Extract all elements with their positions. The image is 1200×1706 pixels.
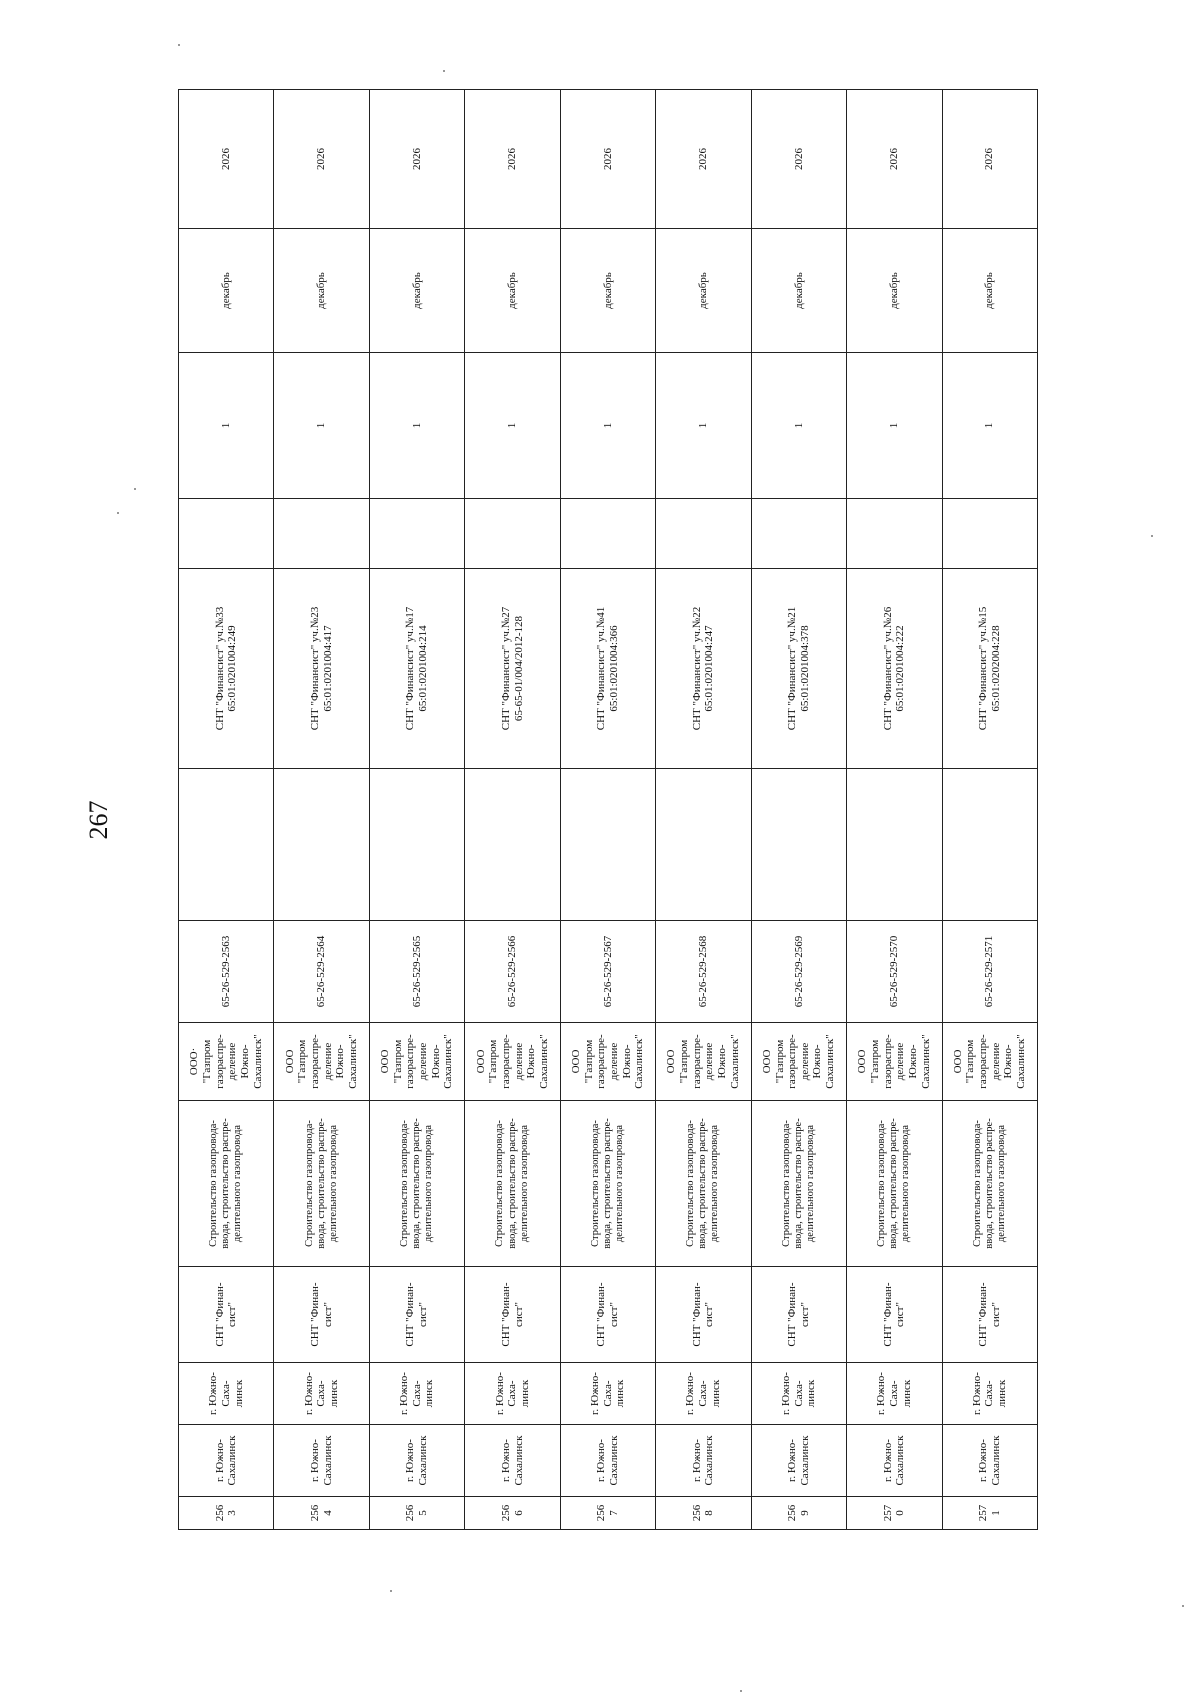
cell-municipality: г. Южно- Сахалинск — [465, 1425, 560, 1497]
cell-empty-1 — [656, 769, 751, 921]
cell-municipality: г. Южно- Сахалинск — [656, 1425, 751, 1497]
cell-address: СНТ "Финансист" уч.№33 65:01:0201004:249 — [179, 569, 274, 769]
cell-organization: ООО "Газпром газораспре- деление Южно- Сахалинск" — [560, 1023, 655, 1101]
cell-work: Строительство газопровода-ввода, строительство распре-делительного газопровода — [179, 1101, 274, 1267]
cell-quantity: 1 — [656, 353, 751, 499]
cell-empty-2 — [751, 499, 846, 569]
page-number: 267 — [84, 800, 113, 840]
cell-no: 256 3 — [179, 1497, 274, 1530]
cell-month: декабрь — [751, 229, 846, 353]
table-row — [847, 90, 942, 1530]
cell-month: декабрь — [179, 229, 274, 353]
cell-year: 2026 — [942, 90, 1038, 229]
cell-municipality: г. Южно- Сахалинск — [179, 1425, 274, 1497]
table-container — [178, 90, 1038, 1530]
cell-address: СНТ "Финансист" уч.№15 65:01:0202004:228 — [942, 569, 1038, 769]
cell-no: 256 5 — [369, 1497, 464, 1530]
cell-work: Строительство газопровода-ввода, строительство распре-делительного газопровода — [560, 1101, 655, 1267]
cell-contract-no: 65-26-529-2563 — [179, 921, 274, 1023]
cell-address: СНТ "Финансист" уч.№22 65:01:0201004:247 — [656, 569, 751, 769]
cell-municipality: г. Южно- Сахалинск — [751, 1425, 846, 1497]
cell-contract-no: 65-26-529-2570 — [847, 921, 942, 1023]
cell-empty-1 — [369, 769, 464, 921]
cell-organization: ООО "Газпром газораспре- деление Южно- Сахалинск" — [465, 1023, 560, 1101]
table-body — [179, 90, 1038, 1530]
cell-applicant: СНТ "Финан- сист" — [179, 1267, 274, 1363]
cell-quantity: 1 — [369, 353, 464, 499]
cell-address: СНТ "Финансист" уч.№26 65:01:0201004:222 — [847, 569, 942, 769]
cell-quantity: 1 — [179, 353, 274, 499]
cell-quantity: 1 — [560, 353, 655, 499]
cell-contract-no: 65-26-529-2565 — [369, 921, 464, 1023]
table-row — [179, 90, 274, 1530]
table-row — [465, 90, 560, 1530]
scan-speck — [178, 44, 180, 46]
cell-quantity: 1 — [847, 353, 942, 499]
cell-locality: г. Южно- Саха- линск — [274, 1363, 369, 1425]
cell-empty-1 — [847, 769, 942, 921]
scan-speck — [1151, 535, 1153, 537]
cell-empty-1 — [465, 769, 560, 921]
scan-speck — [390, 1590, 392, 1592]
cell-applicant: СНТ "Финан- сист" — [942, 1267, 1038, 1363]
gas-connection-table — [178, 89, 1038, 1530]
cell-work: Строительство газопровода-ввода, строительство распре-делительного газопровода — [274, 1101, 369, 1267]
cell-address: СНТ "Финансист" уч.№17 65:01:0201004:214 — [369, 569, 464, 769]
cell-empty-2 — [560, 499, 655, 569]
cell-address: СНТ "Финансист" уч.№27 65-65-01/004/2012-128 — [465, 569, 560, 769]
cell-empty-2 — [465, 499, 560, 569]
cell-applicant: СНТ "Финан- сист" — [847, 1267, 942, 1363]
cell-address: СНТ "Финансист" уч.№41 65:01:0201004:366 — [560, 569, 655, 769]
scan-speck — [117, 512, 119, 514]
cell-year: 2026 — [751, 90, 846, 229]
cell-empty-1 — [942, 769, 1038, 921]
cell-month: декабрь — [942, 229, 1038, 353]
cell-quantity: 1 — [274, 353, 369, 499]
cell-year: 2026 — [656, 90, 751, 229]
cell-address: СНТ "Финансист" уч.№23 65:01:0201004:417 — [274, 569, 369, 769]
cell-contract-no: 65-26-529-2568 — [656, 921, 751, 1023]
cell-address: СНТ "Финансист" уч.№21 65:01:0201004:378 — [751, 569, 846, 769]
cell-applicant: СНТ "Финан- сист" — [751, 1267, 846, 1363]
cell-organization: ООО "Газпром газораспре- деление Южно- Сахалинск" — [942, 1023, 1038, 1101]
cell-applicant: СНТ "Финан- сист" — [656, 1267, 751, 1363]
cell-work: Строительство газопровода-ввода, строительство распре-делительного газопровода — [751, 1101, 846, 1267]
cell-municipality: г. Южно- Сахалинск — [560, 1425, 655, 1497]
cell-year: 2026 — [847, 90, 942, 229]
cell-organization: ООО· "Газпром газораспре- деление Южно- Сахалинск" — [179, 1023, 274, 1101]
scan-speck — [443, 70, 445, 72]
cell-month: декабрь — [274, 229, 369, 353]
cell-applicant: СНТ "Финан- сист" — [560, 1267, 655, 1363]
cell-year: 2026 — [369, 90, 464, 229]
cell-year: 2026 — [274, 90, 369, 229]
cell-work: Строительство газопровода-ввода, строительство распре-делительного газопровода — [847, 1101, 942, 1267]
table-row — [369, 90, 464, 1530]
cell-applicant: СНТ "Финан- сист" — [274, 1267, 369, 1363]
table-row — [656, 90, 751, 1530]
cell-empty-2 — [369, 499, 464, 569]
cell-month: декабрь — [369, 229, 464, 353]
cell-empty-1 — [179, 769, 274, 921]
cell-locality: г. Южно- Саха- линск — [465, 1363, 560, 1425]
table-row — [751, 90, 846, 1530]
cell-contract-no: 65-26-529-2567 — [560, 921, 655, 1023]
cell-empty-2 — [179, 499, 274, 569]
cell-work: Строительство газопровода-ввода, строительство распре-делительного газопровода — [465, 1101, 560, 1267]
cell-no: 256 8 — [656, 1497, 751, 1530]
cell-applicant: СНТ "Финан- сист" — [369, 1267, 464, 1363]
cell-organization: ООО "Газпром газораспре- деление Южно- Сахалинск" — [369, 1023, 464, 1101]
cell-locality: г. Южно- Саха- линск — [560, 1363, 655, 1425]
cell-empty-1 — [274, 769, 369, 921]
cell-empty-2 — [274, 499, 369, 569]
cell-month: декабрь — [560, 229, 655, 353]
table-row — [560, 90, 655, 1530]
cell-no: 257 1 — [942, 1497, 1038, 1530]
scan-speck — [134, 488, 136, 490]
cell-municipality: г. Южно- Сахалинск — [274, 1425, 369, 1497]
cell-contract-no: 65-26-529-2571 — [942, 921, 1038, 1023]
cell-work: Строительство газопровода-ввода, строительство распре-делительного газопровода — [369, 1101, 464, 1267]
cell-empty-1 — [560, 769, 655, 921]
cell-locality: г. Южно- Саха- линск — [751, 1363, 846, 1425]
cell-organization: ООО "Газпром газораспре- деление Южно- Сахалинск" — [656, 1023, 751, 1101]
cell-organization: ООО "Газпром газораспре- деление Южно- Сахалинск" — [751, 1023, 846, 1101]
cell-empty-2 — [942, 499, 1038, 569]
cell-municipality: г. Южно- Сахалинск — [847, 1425, 942, 1497]
cell-quantity: 1 — [942, 353, 1038, 499]
cell-year: 2026 — [560, 90, 655, 229]
cell-organization: ООО "Газпром газораспре- деление Южно- Сахалинск" — [847, 1023, 942, 1101]
cell-quantity: 1 — [465, 353, 560, 499]
cell-empty-2 — [847, 499, 942, 569]
cell-month: декабрь — [656, 229, 751, 353]
cell-contract-no: 65-26-529-2569 — [751, 921, 846, 1023]
cell-locality: г. Южно- Саха- линск — [656, 1363, 751, 1425]
cell-locality: г. Южно- Саха- линск — [942, 1363, 1038, 1425]
cell-quantity: 1 — [751, 353, 846, 499]
cell-contract-no: 65-26-529-2564 — [274, 921, 369, 1023]
cell-no: 257 0 — [847, 1497, 942, 1530]
cell-no: 256 4 — [274, 1497, 369, 1530]
cell-no: 256 7 — [560, 1497, 655, 1530]
cell-work: Строительство газопровода-ввода, строительство распре-делительного газопровода — [656, 1101, 751, 1267]
cell-locality: г. Южно- Саха- линск — [369, 1363, 464, 1425]
cell-month: декабрь — [465, 229, 560, 353]
cell-year: 2026 — [465, 90, 560, 229]
cell-work: Строительство газопровода-ввода, строительство распре-делительного газопровода — [942, 1101, 1038, 1267]
scan-speck — [1182, 1605, 1184, 1607]
cell-organization: ООО "Газпром газораспре- деление Южно- Сахалинск" — [274, 1023, 369, 1101]
cell-year: 2026 — [179, 90, 274, 229]
cell-empty-2 — [656, 499, 751, 569]
table-row — [942, 90, 1038, 1530]
cell-municipality: г. Южно- Сахалинск — [369, 1425, 464, 1497]
cell-empty-1 — [751, 769, 846, 921]
cell-applicant: СНТ "Финан- сист" — [465, 1267, 560, 1363]
cell-no: 256 6 — [465, 1497, 560, 1530]
cell-contract-no: 65-26-529-2566 — [465, 921, 560, 1023]
cell-municipality: г. Южно- Сахалинск — [942, 1425, 1038, 1497]
cell-locality: г. Южно- Саха- линск — [179, 1363, 274, 1425]
cell-month: декабрь — [847, 229, 942, 353]
cell-no: 256 9 — [751, 1497, 846, 1530]
cell-locality: г. Южно- Саха- линск — [847, 1363, 942, 1425]
table-row — [274, 90, 369, 1530]
scan-speck — [740, 1690, 742, 1692]
